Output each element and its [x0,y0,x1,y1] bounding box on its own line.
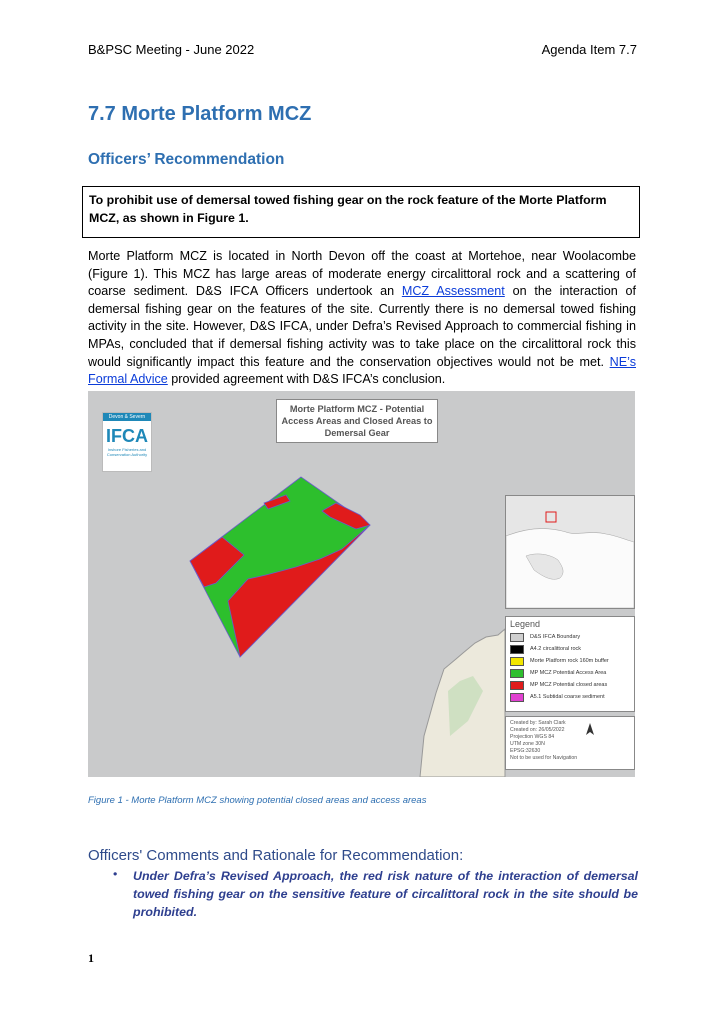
bullet-icon: • [113,867,118,881]
logo-subtitle-2: Conservation Authority [106,452,148,457]
inset-graphic [506,496,634,608]
meta-projection: Projection WGS 84 [510,734,555,740]
legend-item: MP MCZ Potential closed areas [506,679,634,691]
meta-utm: UTM zone 30N [510,741,545,747]
meta-created-by: Created by: Sarah Clark [510,720,566,726]
recommendation-box: To prohibit use of demersal towed fishing gear on the rock feature of the Morte Platform MCZ, as shown in Figure 1. [82,186,640,238]
logo-subtitle-1: Inshore Fisheries and [107,447,147,452]
logo-name: IFCA [106,426,148,446]
para-text-2: on the interaction of demersal fishing gear on the features of the site. Currently there is no demersal towed fishing activity in the site. However, D&S IFCA, under Defra’s Revised Approach to commercial fishing in MPAs, concluded that if demersal fishing activity was to take place on the circalittoral rock this would significantly impact this feature and the conservation objectives would not be met. [88,284,636,369]
page-number: 1 [88,951,94,965]
inset-map [505,495,635,609]
bullet-text: Under Defra’s Revised Approach, the red risk nature of the interaction of demersal towed fishing gear on the sensitive feature of circalittoral rock in the site should be prohibited. [133,869,638,919]
meta-navigation: Not to be used for Navigation [510,755,578,761]
north-arrow-icon [580,723,600,737]
header-meeting: B&PSC Meeting - June 2022 [88,42,255,57]
map-title: Morte Platform MCZ - Potential Access Areas and Closed Areas to Demersal Gear [276,399,438,443]
legend-item: D&S IFCA Boundary [506,631,634,643]
page-title: 7.7 Morte Platform MCZ [88,103,312,125]
ifca-logo [102,412,152,472]
legend-item: Morte Platform rock 160m buffer [506,655,634,667]
comments-heading: Officers' Comments and Rationale for Recommendation: [88,847,464,864]
legend-title: Legend [510,619,541,629]
meta-created-on: Created on: 26/05/2022 [510,727,565,733]
figure-map [88,391,635,777]
legend-item: MP MCZ Potential Access Area [506,667,634,679]
figure-caption: Figure 1 - Morte Platform MCZ showing potential closed areas and access areas [88,795,427,806]
section-subtitle: Officers’ Recommendation [88,151,285,168]
map-metadata [505,716,635,770]
logo-band: Devon & Severn [103,413,151,421]
para-text-3: provided agreement with D&S IFCA’s conclusion. [167,372,446,387]
meta-epsg: EPSG:32630 [510,748,541,754]
map-legend [505,616,635,712]
legend-item: A5.1 Subtidal coarse sediment [506,691,634,703]
mcz-assessment-link[interactable]: MCZ Assessment [401,284,505,299]
header-agenda-item: Agenda Item 7.7 [541,42,637,57]
body-paragraph [88,248,636,389]
para-text-1: Morte Platform MCZ is located in North Devon off the coast at Mortehoe, near Woolacombe (Figure 1). This MCZ has large areas of moderate energy circalittoral rock and a scattering of coarse sediment. D&S IFCA Officers undertook an [88,249,636,299]
ne-formal-advice-link[interactable]: NE’s Formal Advice [88,354,636,387]
legend-item: A4.2 circalittoral rock [506,643,634,655]
